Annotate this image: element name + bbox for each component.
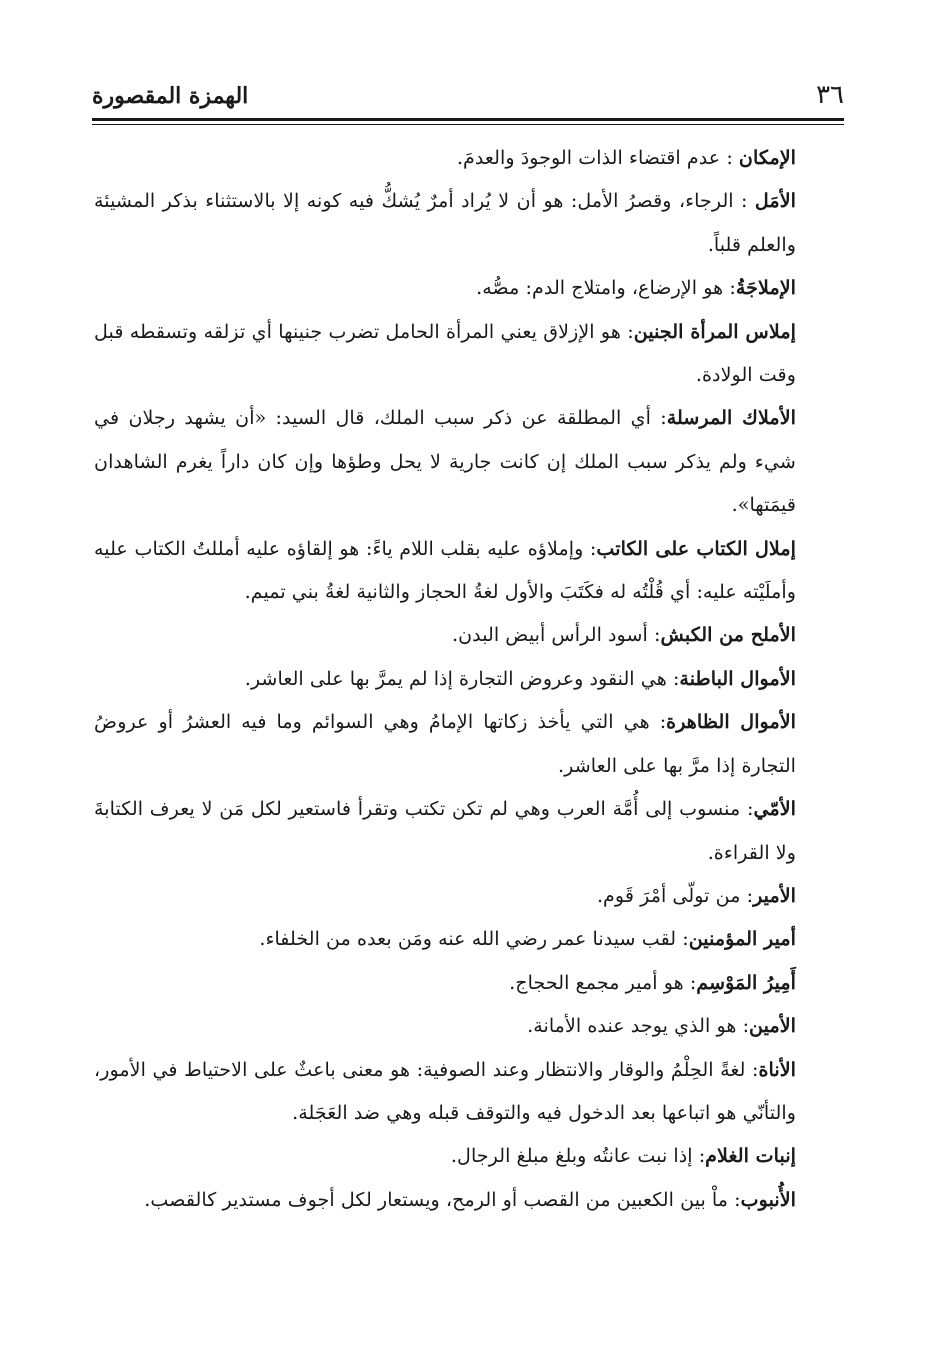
page-number: ٣٦ (816, 80, 844, 110)
entry-definition: : أي المطلقة عن ذكر سبب الملك، قال السيد: «أن يشهد رجلان في شيء ولم يذكر سبب الملك إن كانت جارية لا يحل وطؤها وإن كان داراً يغرم الشاهدان قيمَتها». (94, 406, 796, 517)
glossary-entry (94, 179, 796, 266)
entry-term: الأملح من الكبش (660, 623, 796, 647)
entry-definition: : هو أمير مجمع الحجاج. (509, 970, 697, 994)
entry-definition: : وإملاؤه عليه بقلب اللام ياءً: هو إلقاؤه عليه أمللتُ الكتاب عليه وأملَيْته عليه: أي قُلْتُه له فكَتَبَ والأول لغةُ الحجاز والثانية لغةُ بني تميم. (94, 536, 796, 604)
entry-definition: : أسود الرأس أبيض البدن. (451, 623, 661, 647)
glossary-entry (94, 266, 796, 309)
entry-term: الإمكان (738, 146, 796, 169)
entry-definition: : منسوب إلى أُمَّة العرب وهي لم تكن تكتب وتقرأ فاستعير لكل مَن لا يعرف الكتابةَ ولا القراءة. (94, 797, 796, 864)
entry-definition: : ماْ بين الكعبين من القصب أو الرمح، ويستعار لكل أجوف مستدير كالقصب. (144, 1187, 741, 1211)
glossary-entry (94, 961, 796, 1004)
glossary-entry (94, 874, 796, 917)
entry-term: الأمّي (753, 797, 796, 821)
glossary-entry (94, 1178, 796, 1221)
page-header (92, 80, 844, 112)
glossary-entry (94, 613, 796, 656)
entry-definition: : هي النقود وعروض التجارة إذا لم يمرَّ بها على العاشر. (244, 666, 680, 690)
glossary-entry (94, 917, 796, 960)
entry-term: إملال الكتاب على الكاتب (596, 536, 796, 560)
entry-definition: : هي التي يأخذ زكاتها الإمامُ وهي السوائم وما فيه العشرُ أو عروضُ التجارة إذا مرَّ بها على العاشر. (94, 710, 796, 777)
header-rule-thick (92, 118, 844, 121)
glossary-entry (94, 1048, 796, 1135)
glossary-body (94, 136, 842, 1221)
entry-term: الأُنبوب (740, 1187, 796, 1211)
entry-definition: : عدم اقتضاء الذات الوجودَ والعدمَ. (456, 146, 739, 169)
entry-term: الأموال الظاهرة (666, 710, 796, 734)
entry-definition: : من تولّى أمْرَ قَوم. (596, 883, 754, 907)
glossary-entry (94, 527, 796, 614)
entry-definition: : لقب سيدنا عمر رضي الله عنه ومَن بعده من الخلفاء. (259, 927, 689, 951)
glossary-entry (94, 310, 796, 397)
entry-definition: : هو الإزلاق يعني المرأة الحامل تضرب جنينها أي تزلقه وتسقطه قبل وقت الولادة. (94, 319, 796, 387)
glossary-entry (94, 657, 796, 700)
entry-definition: : لغةً الحِلْمُ والوقار والانتظار وعند الصوفية: هو معنى باعثٌ على الاحتياط في الأمور، والتأنّي هو اتباعها بعد الدخول فيه والتوقف قبله وهي ضد العَجَلة. (94, 1057, 796, 1124)
glossary-entry (94, 787, 796, 874)
entry-term: الأموال الباطنة (679, 666, 796, 690)
entry-definition: : الرجاء، وقصرُ الأمل: هو أن لا يُراد أمرٌ يُشكُّ فيه كونه إلا بالاستثناء بذكر المشيئة والعلم قلباً. (94, 189, 796, 256)
entry-term: الأمَل (754, 189, 796, 213)
entry-definition: : هو الإرضاع، وامتلاج الدم: مصُّه. (476, 276, 736, 300)
entry-term: أمير المؤمنين (688, 927, 796, 951)
glossary-entry (94, 136, 796, 179)
entry-term: الأمين (749, 1014, 796, 1038)
entry-term: أَمِيرُ المَوْسِم (696, 970, 796, 994)
entry-term: الإملاجَةُ (735, 276, 796, 300)
glossary-entry (94, 396, 796, 526)
entry-definition: : هو الذي يوجد عنده الأمانة. (527, 1014, 750, 1038)
header-rule-thin (92, 124, 844, 125)
glossary-entry (94, 700, 796, 787)
entry-term: الأملاك المرسلة (666, 406, 796, 430)
entry-term: إملاس المرأة الجنين (633, 319, 796, 343)
glossary-entry (94, 1134, 796, 1177)
glossary-entry (94, 1004, 796, 1047)
entry-definition: : إذا نبت عانتُه وبلغ مبلغ الرجال. (450, 1144, 706, 1168)
entry-term: الأناة (758, 1057, 796, 1081)
running-title: الهمزة المقصورة (92, 83, 249, 109)
entry-term: إنبات الغلام (705, 1144, 796, 1168)
entry-term: الأمير (753, 883, 796, 907)
